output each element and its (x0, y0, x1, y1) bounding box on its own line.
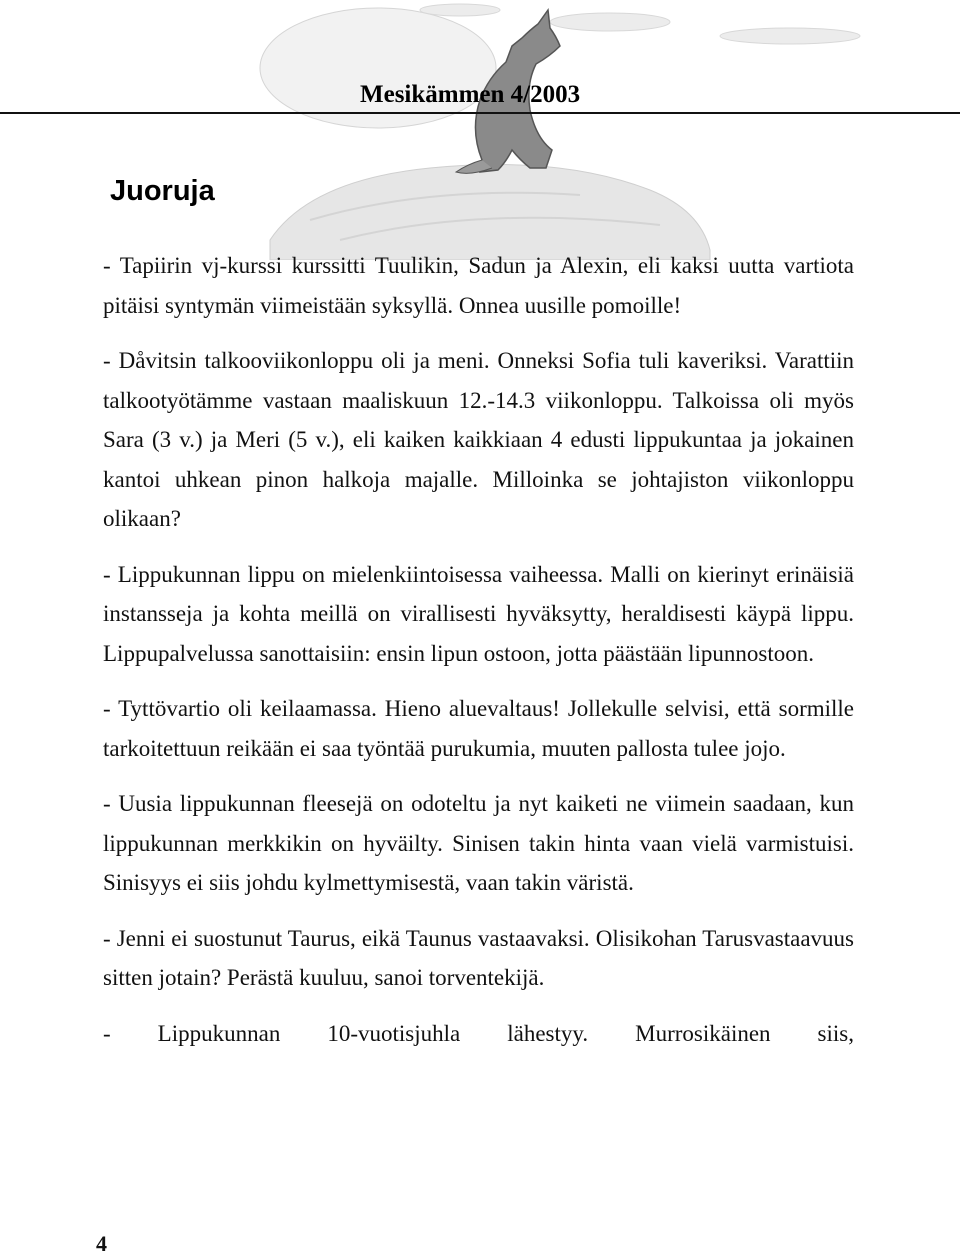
cloud-icon (420, 4, 860, 44)
paragraph: - Jenni ei suostunut Taurus, eikä Taunus vastaavaksi. Olisikohan Tarusvastaavuus sitten jotain? Perästä kuuluu, sanoi torventekijä. (103, 925, 854, 990)
paragraph: - Lippukunnan lippu on mielenkiintoisessa vaiheessa. Malli on kierinyt erinäisiä instansseja ja kohta meillä on virallisesti hyväksytty, heraldisesti käypä lippu. Lippupalvelussa sanottaisiin: ensin lipun ostoon, jotta päästään lipunnostoon. (103, 561, 854, 666)
moon-icon (260, 8, 496, 128)
page-number: 4 (96, 1231, 107, 1256)
section-title: Juoruja (110, 175, 215, 207)
header-illustration (230, 0, 960, 260)
paragraph: - Tapiirin vj-kurssi kurssitti Tuulikin, Sadun ja Alexin, eli kaksi uutta vartiota pitäisi syntymän viimeistään syksyllä. Onnea uusille pomoille! (103, 253, 854, 318)
paragraph: - Uusia lippukunnan fleesejä on odoteltu ja nyt kaiketi ne viimein saadaan, kun lippukunnan merkkikin on hyväilty. Sinisen takin hinta vaan vielä varmistuisi. Sinisyys ei siis johdu kylmettymisestä, vaan takin väristä. (103, 791, 854, 895)
running-head: Mesikämmen 4/2003 (360, 81, 581, 108)
paragraph: - Lippukunnan 10-vuotisjuhla lähestyy. Murrosikäinen siis, (103, 1020, 854, 1046)
article-body (103, 246, 854, 1069)
paragraph: - Dåvitsin talkooviikonloppu oli ja meni. Onneksi Sofia tuli kaveriksi. Varattiin talkootyötämme vastaan maaliskuun 12.-14.3 viikonloppu. Talkoissa oli myös Sara (3 v.) ja Meri (5 v.), eli kaiken kaikkiaan 4 edusti lippukuntaa ja jokainen kantoi uhkean pinon halkoja majalle. Milloinka se johtajiston viikonloppu olikaan? (103, 348, 854, 531)
paragraph: - Tyttövartio oli keilaamassa. Hieno aluevaltaus! Jollekulle selvisi, että sormille tarkoitettuun reikään ei saa työntää purukumia, muuten pallosta tulee jojo. (103, 696, 854, 761)
header-rule (0, 112, 960, 114)
